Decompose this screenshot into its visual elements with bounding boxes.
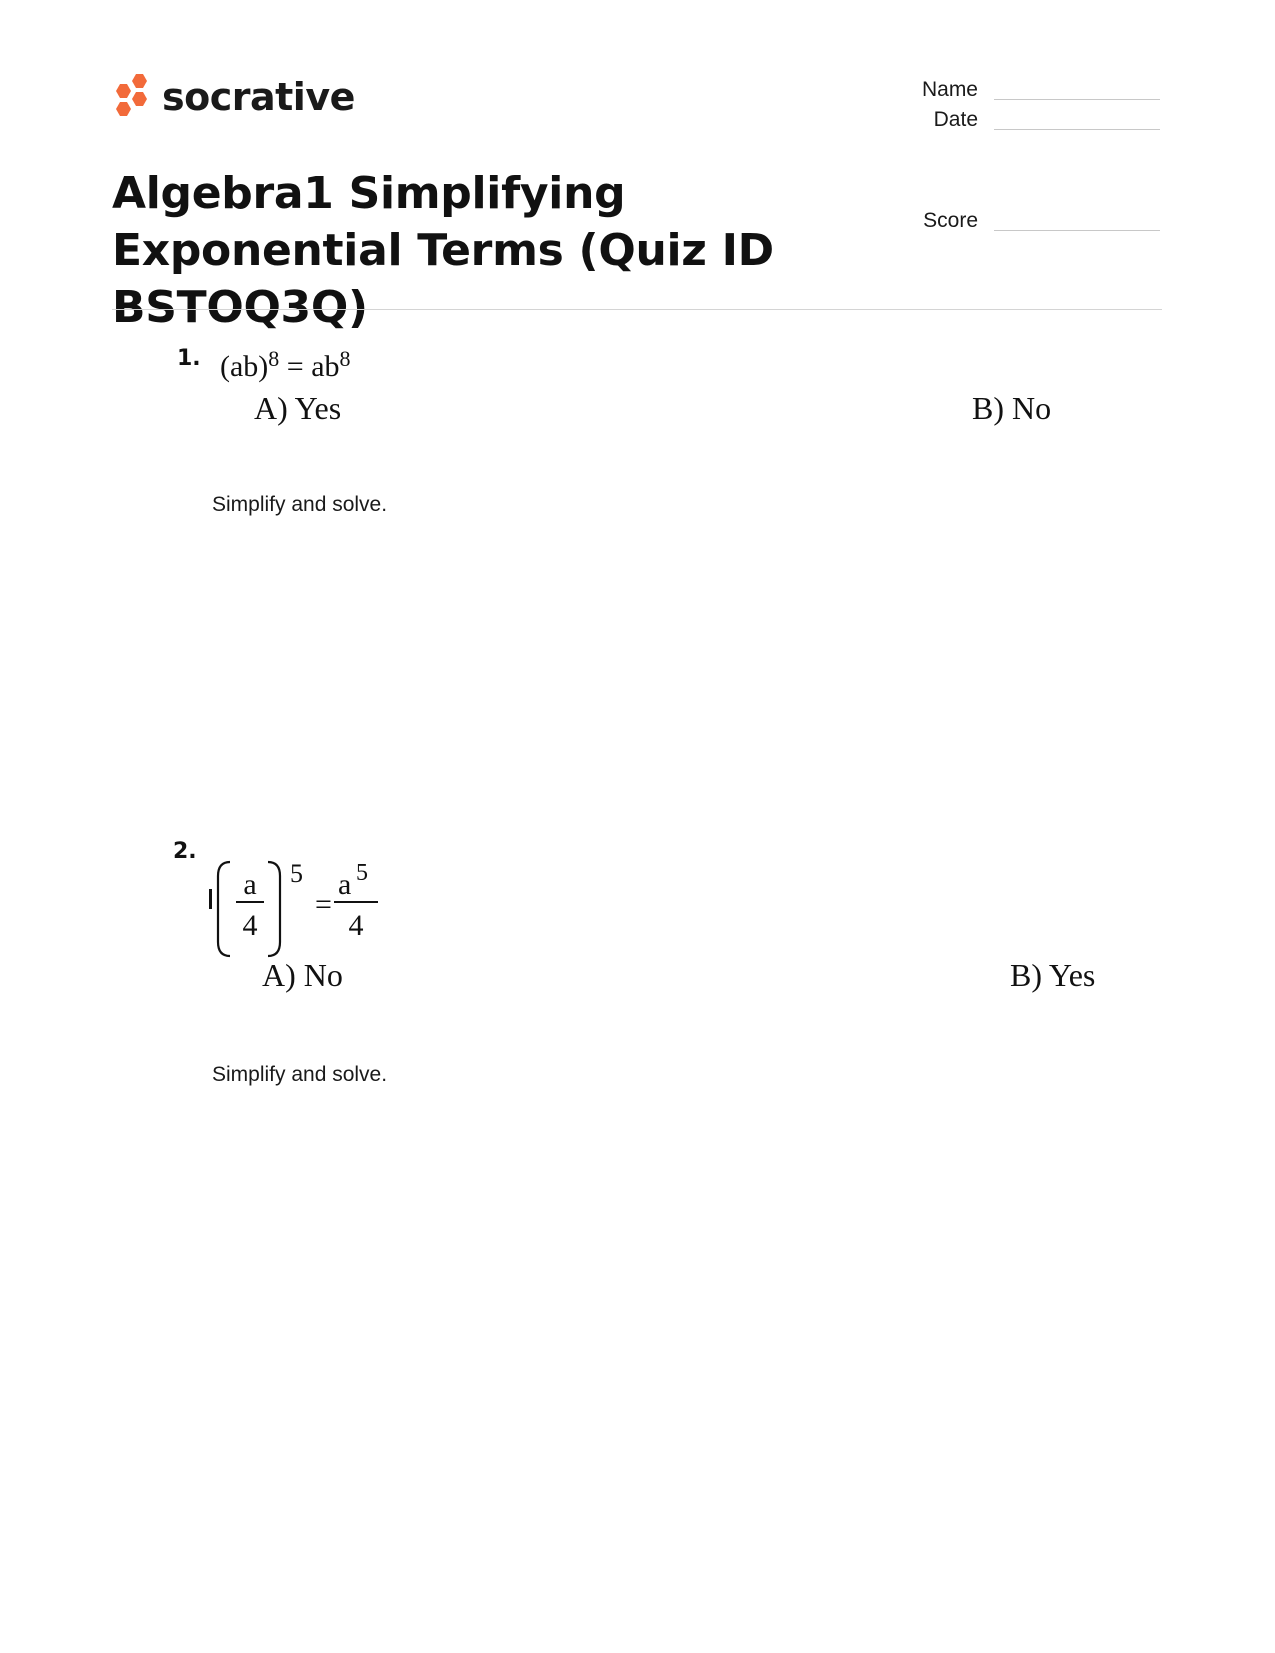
option-b[interactable]: B) Yes <box>1010 957 1096 993</box>
brand-name: socrative <box>162 75 355 119</box>
question-instruction: Simplify and solve. <box>212 1063 388 1086</box>
date-line <box>994 129 1160 130</box>
question-number: 1. <box>177 346 201 371</box>
eq-exponent: 5 <box>290 859 303 888</box>
quiz-title: Algebra1 Simplifying Exponential Terms (Quiz ID BSTOQ3Q) <box>112 168 774 333</box>
option-b[interactable]: B) No <box>972 390 1052 426</box>
name-field <box>858 78 1160 102</box>
question-instruction: Simplify and solve. <box>212 493 388 516</box>
eq-lhs-base: (ab) <box>220 350 269 383</box>
date-label: Date <box>933 108 978 131</box>
socrative-logo <box>112 72 355 122</box>
eq-equals: = <box>315 888 332 921</box>
name-label: Name <box>921 78 978 101</box>
question-equation <box>220 346 351 384</box>
name-line <box>994 99 1160 100</box>
eq-equals: = <box>286 350 304 383</box>
question-equation <box>210 858 390 960</box>
date-field <box>858 108 1160 132</box>
hexagon-cluster-icon <box>112 72 152 122</box>
eq-rhs-num-exp: 5 <box>356 860 368 886</box>
eq-rhs-den: 4 <box>348 909 364 942</box>
score-field <box>858 209 1160 233</box>
option-a[interactable]: A) No <box>262 957 343 993</box>
eq-denominator: 4 <box>242 909 258 942</box>
eq-numerator: a <box>243 868 257 901</box>
option-a[interactable]: A) Yes <box>254 390 342 426</box>
question-number: 2. <box>173 839 197 864</box>
score-line <box>994 230 1160 231</box>
eq-rhs-base: ab <box>311 350 340 383</box>
eq-rhs-exp: 8 <box>339 346 351 371</box>
eq-lhs-exp: 8 <box>268 346 280 371</box>
header-divider <box>112 309 1162 310</box>
eq-rhs-num-base: a <box>338 868 352 901</box>
score-label: Score <box>923 209 978 232</box>
